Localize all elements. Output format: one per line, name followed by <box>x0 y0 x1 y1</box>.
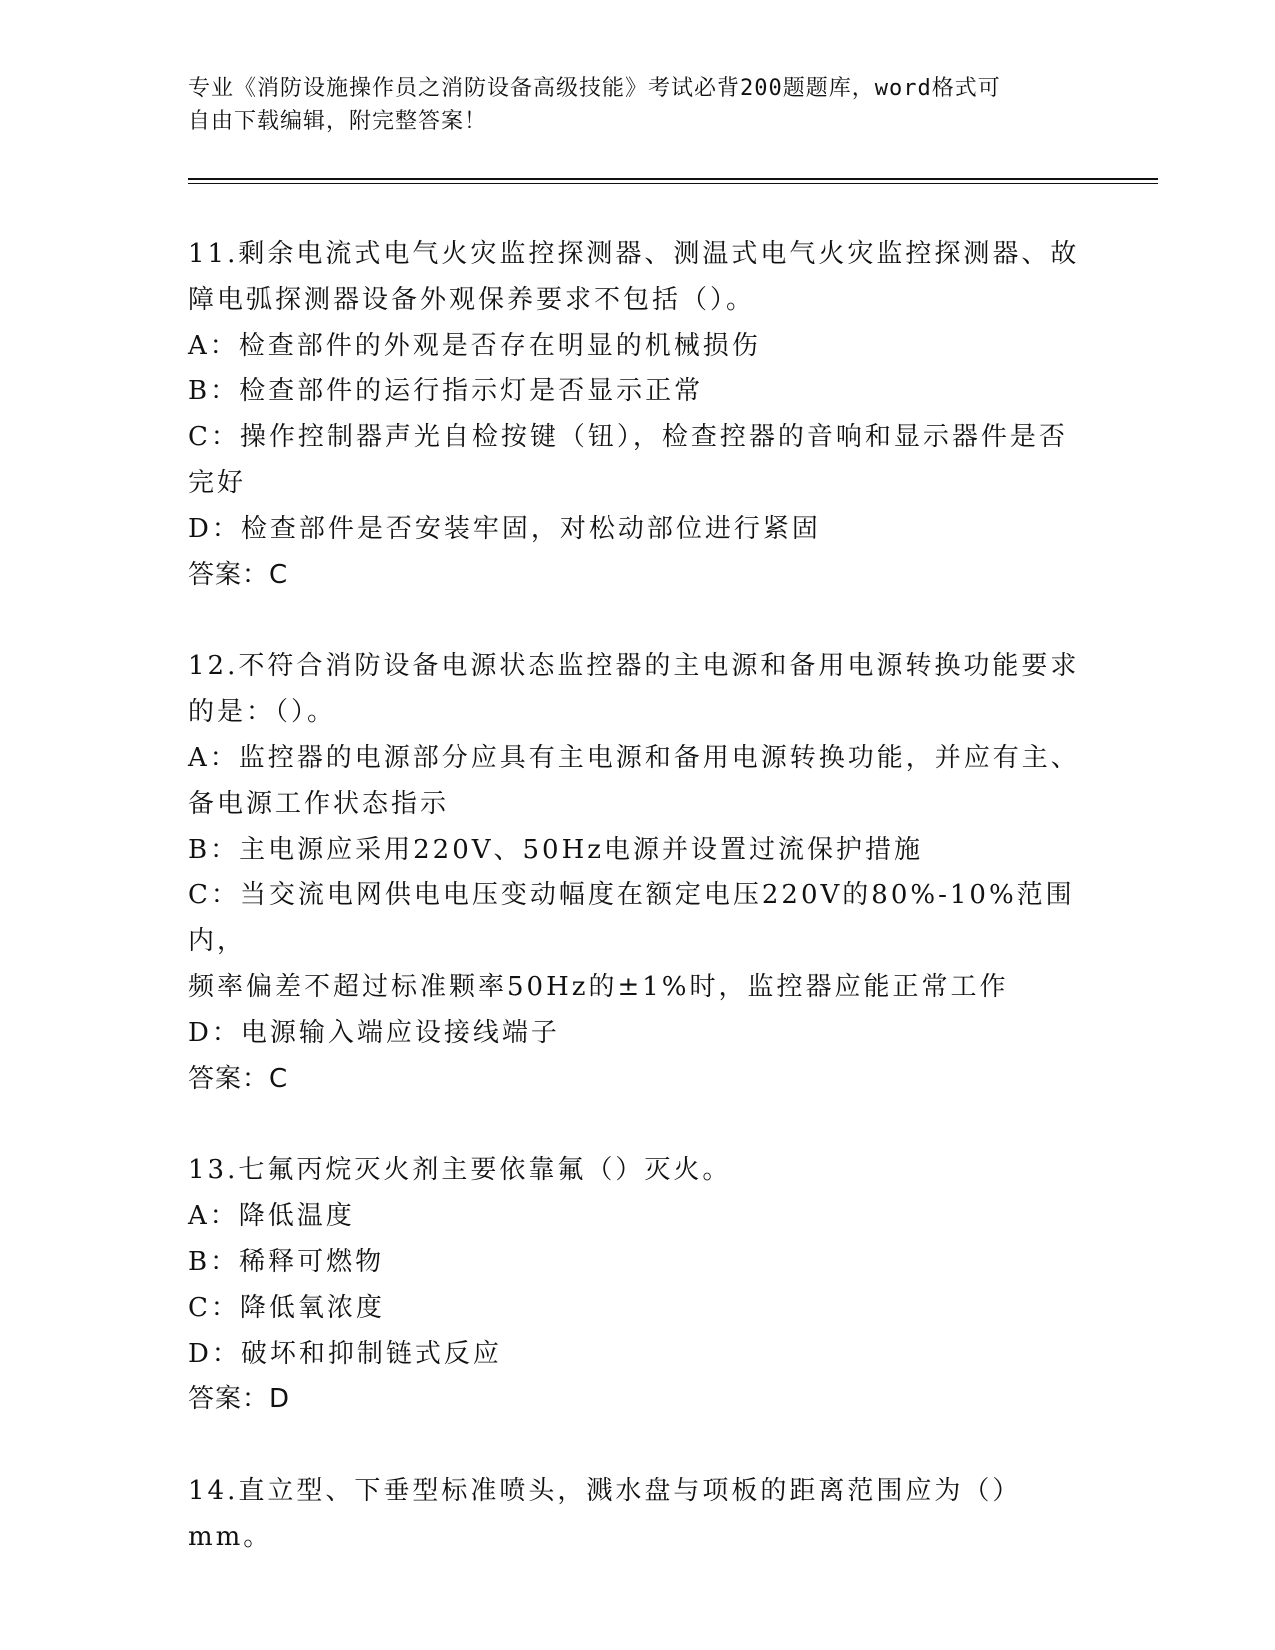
option-d: D：破坏和抑制链式反应 <box>188 1338 502 1369</box>
option-d: D：电源输入端应设接线端子 <box>188 1017 560 1048</box>
option-b: B：稀释可燃物 <box>188 1246 385 1277</box>
question-stem: 11.剩余电流式电气火灾监控探测器、测温式电气火灾监控探测器、故 <box>188 239 1080 269</box>
question-12 <box>188 644 1088 1102</box>
option-a: A：检查部件的外观是否存在明显的机械损伤 <box>188 330 761 361</box>
option-c: C：当交流电网供电电压变动幅度在额定电压220V的80%-10%范围内， <box>188 880 1075 957</box>
answer: 答案：D <box>188 1384 291 1415</box>
option-a-continued: 备电源工作状态指示 <box>188 788 450 819</box>
option-b: B：检查部件的运行指示灯是否显示正常 <box>188 376 704 407</box>
option-d: D：检查部件是否安装牢固，对松动部位进行紧固 <box>188 513 821 544</box>
option-c: C：降低氧浓度 <box>188 1292 385 1323</box>
header-line-2: 自由下载编辑，附完整答案！ <box>188 109 488 134</box>
answer: 答案：C <box>188 559 289 590</box>
question-list <box>188 232 1088 1607</box>
question-stem: 12.不符合消防设备电源状态监控器的主电源和备用电源转换功能要求 <box>188 651 1080 682</box>
answer: 答案：C <box>188 1063 289 1094</box>
question-14 <box>188 1469 1088 1561</box>
question-stem-continued: 的是：（）。 <box>188 697 337 728</box>
question-stem-continued: 障电弧探测器设备外观保养要求不包括（）。 <box>188 284 756 315</box>
header-divider-thick <box>188 178 1158 180</box>
question-stem: 14.直立型、下垂型标准喷头，溅水盘与项板的距离范围应为（）mm。 <box>188 1476 1022 1552</box>
option-c-continued: 频率偏差不超过标准颗率50Hz的±1%时，监控器应能正常工作 <box>188 971 1009 1002</box>
option-c-continued: 完好 <box>188 467 247 498</box>
header-line-1: 专业《消防设施操作员之消防设备高级技能》考试必背200题题库，word格式可 <box>188 76 1001 101</box>
question-stem: 13.七氟丙烷灭火剂主要依靠氟（）灭火。 <box>188 1155 732 1186</box>
document-header <box>188 72 1088 138</box>
question-11 <box>188 232 1088 598</box>
option-b: B：主电源应采用220V、50Hz电源并设置过流保护措施 <box>188 834 923 865</box>
option-a: A：监控器的电源部分应具有主电源和备用电源转换功能，并应有主、 <box>188 742 1080 773</box>
header-divider-thin <box>188 183 1158 184</box>
option-c: C：操作控制器声光自检按键（钮），检查控器的音响和显示器件是否 <box>188 422 1068 453</box>
question-13 <box>188 1148 1088 1423</box>
option-a: A：降低温度 <box>188 1201 355 1232</box>
